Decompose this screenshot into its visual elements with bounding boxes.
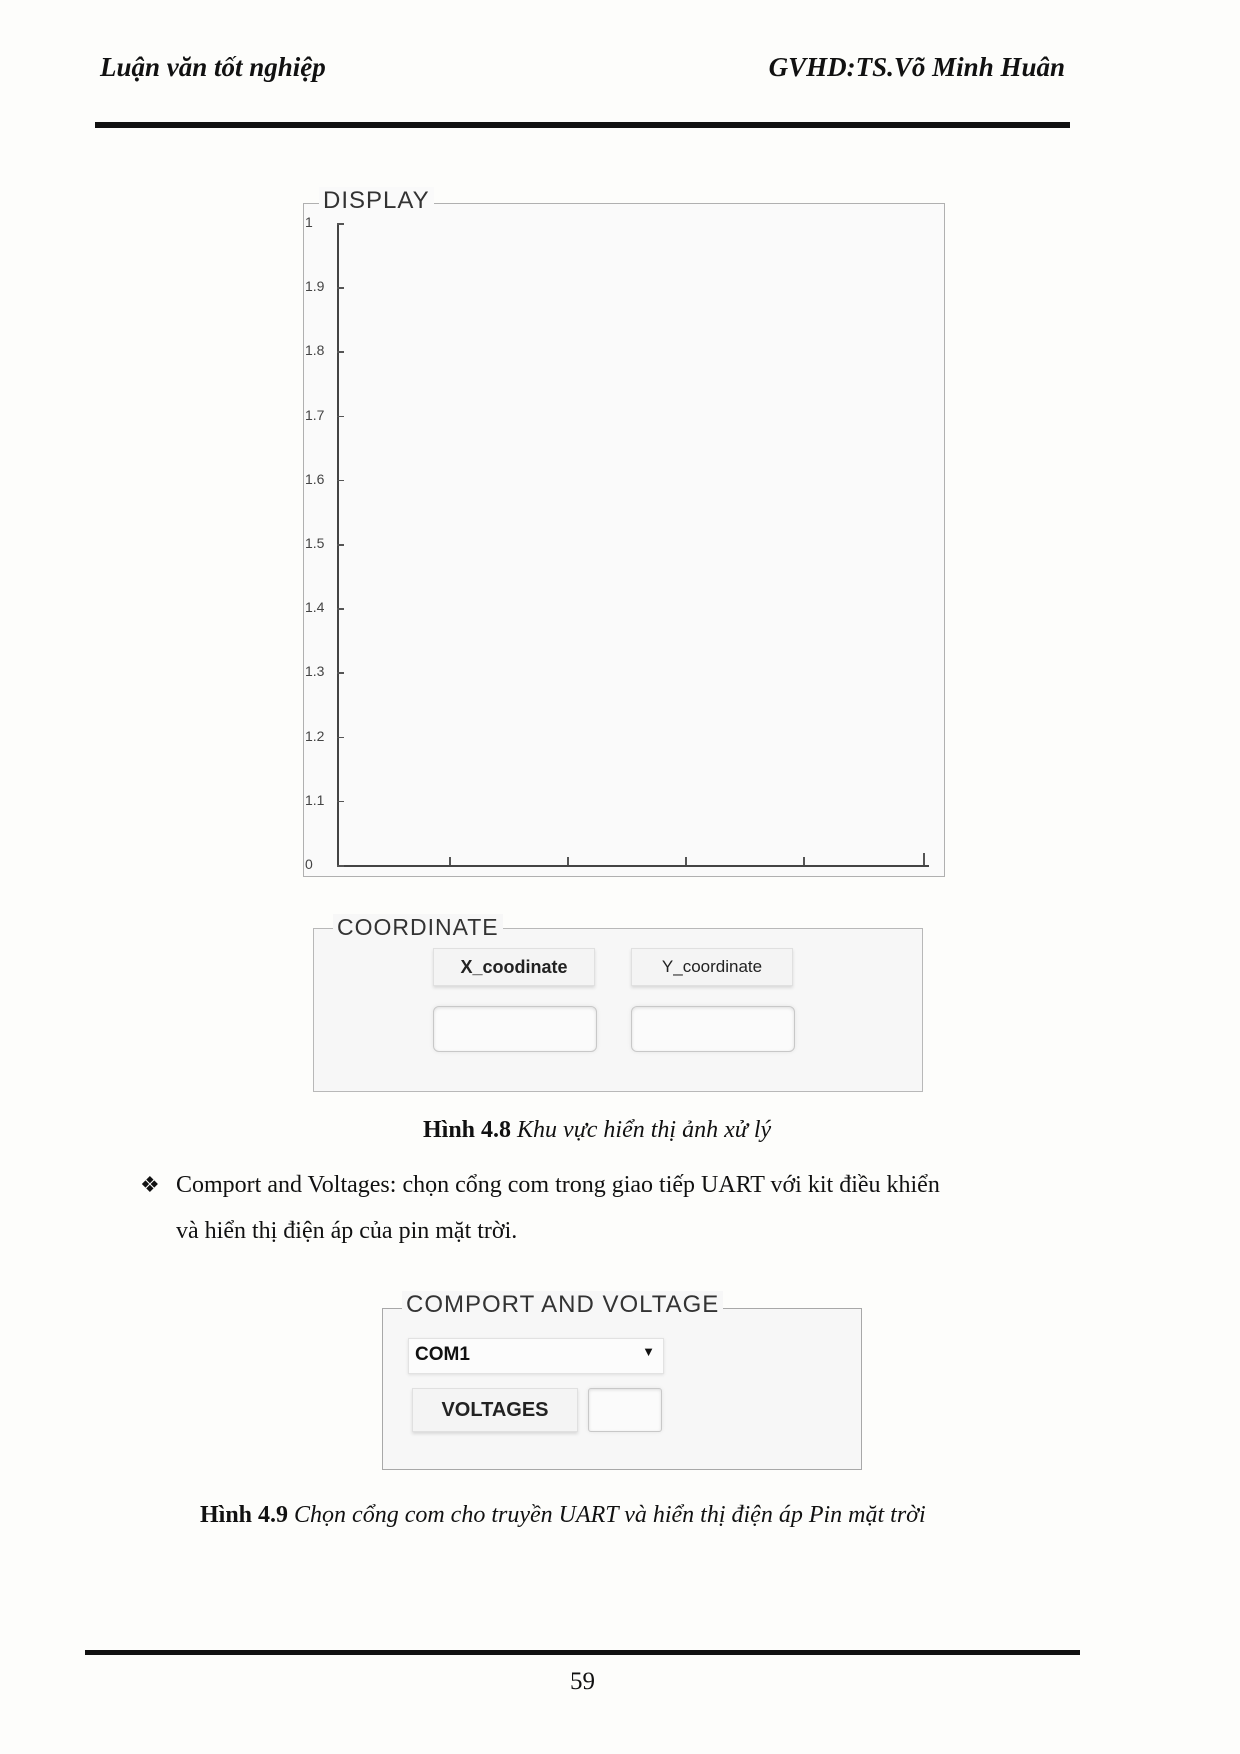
bullet-line-1: Comport and Voltages: chọn cổng com trong giao tiếp UART với kit điều khiển (176, 1172, 940, 1198)
header-advisor: GVHD:TS.Võ Minh Huân (768, 52, 1065, 82)
y-tick (337, 737, 344, 739)
comport-select[interactable] (408, 1338, 664, 1374)
display-panel (303, 187, 943, 875)
y-tick-label: 1.8 (305, 342, 325, 359)
comport-panel-title: COMPORT AND VOLTAGE (402, 1291, 723, 1319)
figure-4-9-text: Chọn cổng com cho truyền UART và hiển thị điện áp Pin mặt trời (294, 1502, 926, 1528)
y-tick (337, 416, 344, 418)
coordinate-panel-frame (313, 928, 923, 1092)
comport-selected-value: COM1 (415, 1344, 470, 1365)
y-tick (337, 672, 344, 674)
y-tick (337, 351, 344, 353)
figure-4-8-label: Hình 4.8 (423, 1117, 512, 1143)
x-tick (449, 857, 451, 865)
y-tick (337, 223, 344, 225)
plot-area (337, 223, 929, 867)
footer-rule (85, 1650, 1080, 1655)
y-coordinate-button[interactable]: Y_coordinate (631, 948, 793, 986)
coordinate-panel (313, 914, 921, 1090)
bullet-icon: ❖ (140, 1172, 160, 1197)
voltage-field[interactable] (588, 1388, 662, 1432)
x-tick (803, 857, 805, 865)
figure-4-8-text: Khu vực hiển thị ảnh xử lý (517, 1117, 772, 1143)
x-tick (567, 857, 569, 865)
x-tick (685, 857, 687, 865)
y-tick (337, 287, 344, 289)
x-coordinate-button[interactable]: X_coodinate (433, 948, 595, 986)
y-tick-label: 1.6 (305, 470, 325, 487)
y-tick-label: 0 (305, 856, 313, 872)
y-tick (337, 801, 344, 803)
voltages-button[interactable]: VOLTAGES (412, 1388, 578, 1432)
bullet-line-2: và hiển thị điện áp của pin mặt trời. (176, 1218, 518, 1244)
header-rule (95, 122, 1070, 128)
display-panel-title: DISPLAY (319, 187, 434, 215)
y-tick (337, 480, 344, 482)
y-tick-label: 1.9 (305, 278, 325, 295)
header-thesis-title: Luận văn tốt nghiệp (100, 52, 326, 82)
comport-voltage-panel (382, 1291, 860, 1468)
figure-4-9-caption (200, 1502, 926, 1529)
y-tick-label: 1.4 (305, 599, 325, 616)
y-tick (337, 608, 344, 610)
chevron-down-icon[interactable]: ▼ (642, 1344, 655, 1359)
y-tick-label: 1.5 (305, 535, 325, 551)
page-number: 59 (570, 1668, 595, 1695)
y-tick-label: 1 (305, 214, 313, 230)
y-tick (337, 865, 344, 867)
bullet-paragraph (140, 1162, 1080, 1254)
y-tick-label: 1.3 (305, 663, 325, 680)
y-tick (337, 544, 344, 546)
y-tick-label: 1.2 (305, 727, 325, 744)
x-tick (923, 853, 925, 865)
y-coordinate-field[interactable] (631, 1006, 795, 1052)
coordinate-panel-title: COORDINATE (333, 914, 503, 941)
y-tick-label: 1.1 (305, 791, 325, 808)
figure-4-8-caption (423, 1117, 771, 1144)
y-tick-label: 1.7 (305, 406, 325, 423)
figure-4-9-label: Hình 4.9 (200, 1502, 289, 1528)
x-coordinate-field[interactable] (433, 1006, 597, 1052)
